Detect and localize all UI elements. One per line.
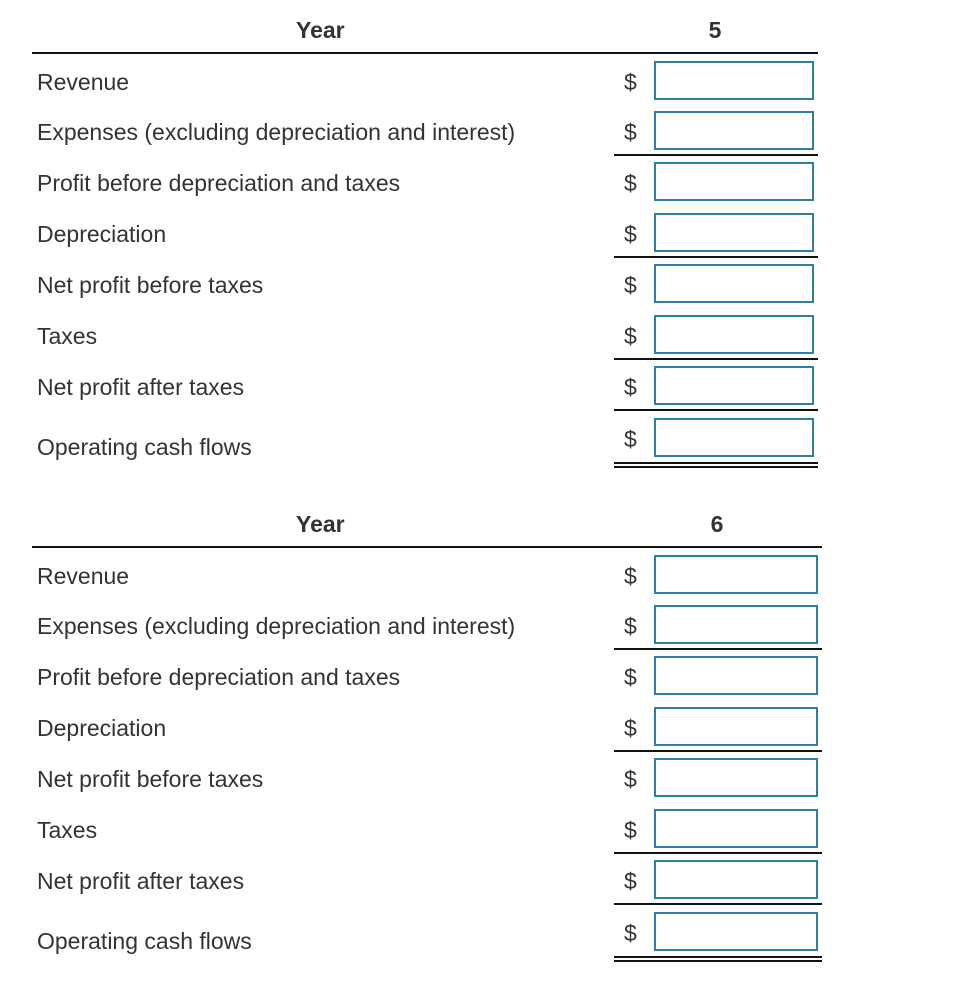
year-header: Year [296, 511, 345, 537]
currency-symbol: $ [624, 715, 637, 741]
row-label: Expenses (excluding depreciation and interest) [37, 613, 516, 639]
row-profit-before-depreciation [0, 656, 954, 696]
year-column-header: 6 [710, 511, 724, 537]
row-net-profit-before-taxes [0, 264, 954, 304]
row-net-profit-before-taxes [0, 758, 954, 798]
row-label: Operating cash flows [37, 434, 252, 460]
currency-symbol: $ [624, 868, 637, 894]
operating-cash-flows-input[interactable] [654, 912, 818, 951]
row-taxes [0, 809, 954, 849]
depreciation-input[interactable] [654, 213, 814, 252]
revenue-input[interactable] [654, 61, 814, 100]
year-header: Year [296, 17, 345, 43]
row-label: Profit before depreciation and taxes [37, 170, 401, 196]
header-rule [32, 546, 822, 548]
net-profit-after-taxes-input[interactable] [654, 860, 818, 899]
row-net-profit-after-taxes [0, 860, 954, 900]
header-rule [32, 52, 818, 54]
profit-before-depreciation-input[interactable] [654, 162, 814, 201]
currency-symbol: $ [624, 426, 637, 452]
expenses-input[interactable] [654, 605, 818, 644]
row-label: Depreciation [37, 715, 167, 741]
row-depreciation [0, 213, 954, 253]
row-expenses [0, 111, 954, 151]
currency-symbol: $ [624, 664, 637, 690]
currency-symbol: $ [624, 920, 637, 946]
currency-symbol: $ [624, 563, 637, 589]
currency-symbol: $ [624, 119, 637, 145]
taxes-input[interactable] [654, 315, 814, 354]
operating-cash-flows-input[interactable] [654, 418, 814, 457]
row-rule [614, 648, 822, 650]
net-profit-before-taxes-input[interactable] [654, 264, 814, 303]
row-rule [614, 750, 822, 752]
row-rule [614, 409, 818, 411]
row-operating-cash-flows [0, 418, 954, 458]
currency-symbol: $ [624, 323, 637, 349]
row-revenue [0, 61, 954, 101]
currency-symbol: $ [624, 374, 637, 400]
currency-symbol: $ [624, 69, 637, 95]
currency-symbol: $ [624, 272, 637, 298]
row-label: Net profit after taxes [37, 868, 245, 894]
row-label: Net profit before taxes [37, 766, 264, 792]
depreciation-input[interactable] [654, 707, 818, 746]
net-profit-before-taxes-input[interactable] [654, 758, 818, 797]
row-label: Taxes [37, 323, 98, 349]
currency-symbol: $ [624, 817, 637, 843]
double-rule [614, 956, 822, 962]
double-rule [614, 462, 818, 468]
row-label: Expenses (excluding depreciation and interest) [37, 119, 516, 145]
row-label: Revenue [37, 563, 130, 589]
row-label: Operating cash flows [37, 928, 252, 954]
row-taxes [0, 315, 954, 355]
row-expenses [0, 605, 954, 645]
currency-symbol: $ [624, 613, 637, 639]
year-column-header: 5 [708, 17, 722, 43]
row-label: Taxes [37, 817, 98, 843]
row-depreciation [0, 707, 954, 747]
row-label: Depreciation [37, 221, 167, 247]
row-rule [614, 903, 822, 905]
row-net-profit-after-taxes [0, 366, 954, 406]
expenses-input[interactable] [654, 111, 814, 150]
net-profit-after-taxes-input[interactable] [654, 366, 814, 405]
row-rule [614, 358, 818, 360]
row-rule [614, 154, 818, 156]
row-operating-cash-flows [0, 912, 954, 952]
currency-symbol: $ [624, 221, 637, 247]
currency-symbol: $ [624, 766, 637, 792]
row-label: Net profit before taxes [37, 272, 264, 298]
row-revenue [0, 555, 954, 595]
row-label: Revenue [37, 69, 130, 95]
currency-symbol: $ [624, 170, 637, 196]
row-label: Net profit after taxes [37, 374, 245, 400]
row-profit-before-depreciation [0, 162, 954, 202]
profit-before-depreciation-input[interactable] [654, 656, 818, 695]
taxes-input[interactable] [654, 809, 818, 848]
row-rule [614, 256, 818, 258]
row-rule [614, 852, 822, 854]
revenue-input[interactable] [654, 555, 818, 594]
row-label: Profit before depreciation and taxes [37, 664, 401, 690]
